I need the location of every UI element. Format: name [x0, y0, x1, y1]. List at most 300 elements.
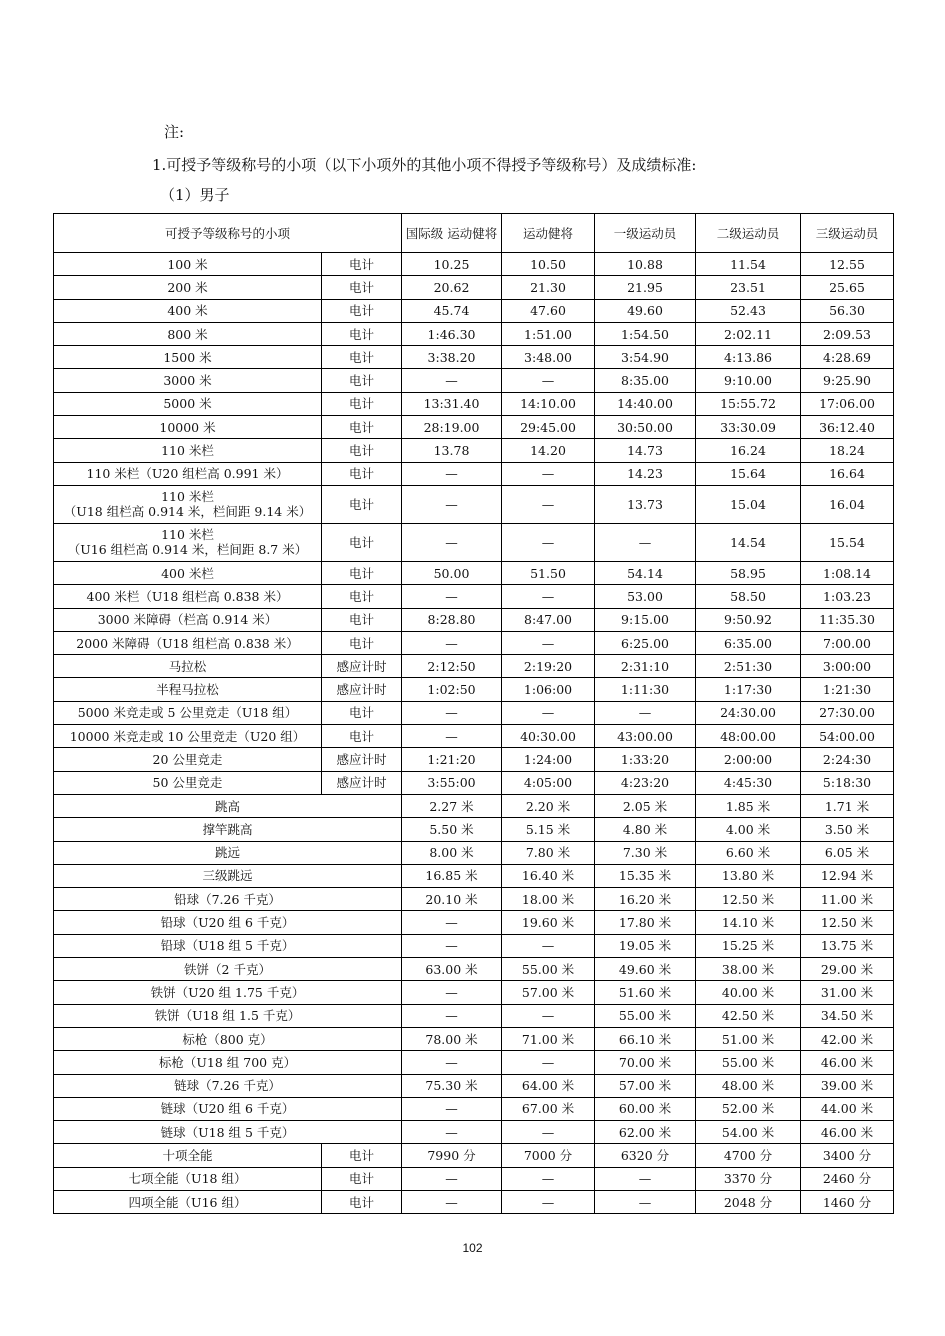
value-cell: 12.94 米	[801, 864, 894, 887]
timing-cell: 电计	[322, 253, 402, 276]
value-cell: 3:38.20	[402, 346, 502, 369]
value-cell: 1.85 米	[696, 794, 801, 817]
event-cell: 铁饼（2 千克）	[54, 958, 402, 981]
value-cell: 45.74	[402, 299, 502, 322]
value-cell: —	[402, 1121, 502, 1144]
table-row	[54, 888, 894, 911]
event-cell: 链球（U18 组 5 千克）	[54, 1121, 402, 1144]
value-cell: 15.04	[696, 485, 801, 523]
value-cell: 5:18:30	[801, 771, 894, 794]
value-cell: 40:30.00	[502, 725, 595, 748]
value-cell: —	[502, 1167, 595, 1190]
table-row	[54, 416, 894, 439]
value-cell: 8:47.00	[502, 608, 595, 631]
value-cell: 46.00 米	[801, 1051, 894, 1074]
event-cell: 3000 米	[54, 369, 322, 392]
header-cell: 可授予等级称号的小项	[54, 214, 402, 253]
value-cell: 15.25 米	[696, 934, 801, 957]
table-row	[54, 958, 894, 981]
timing-cell: 电计	[322, 701, 402, 724]
value-cell: —	[402, 585, 502, 608]
event-cell: 十项全能	[54, 1144, 322, 1167]
value-cell: 1:54.50	[595, 322, 696, 345]
value-cell: 9:10.00	[696, 369, 801, 392]
value-cell: 3:00:00	[801, 655, 894, 678]
value-cell: 13.73	[595, 485, 696, 523]
event-cell: 110 米栏	[54, 439, 322, 462]
value-cell: 6.60 米	[696, 841, 801, 864]
value-cell: 3:54.90	[595, 346, 696, 369]
value-cell: 1:08.14	[801, 561, 894, 584]
value-cell: 60.00 米	[595, 1097, 696, 1120]
timing-cell: 感应计时	[322, 748, 402, 771]
value-cell: 53.00	[595, 585, 696, 608]
value-cell: 4.00 米	[696, 818, 801, 841]
table-row	[54, 725, 894, 748]
value-cell: 49.60 米	[595, 958, 696, 981]
value-cell: 67.00 米	[502, 1097, 595, 1120]
value-cell: —	[402, 1004, 502, 1027]
timing-cell: 电计	[322, 631, 402, 654]
table-row	[54, 462, 894, 485]
value-cell: 28:19.00	[402, 416, 502, 439]
value-cell: 2:00:00	[696, 748, 801, 771]
value-cell: 1:51.00	[502, 322, 595, 345]
table-row	[54, 1190, 894, 1213]
timing-cell: 电计	[322, 523, 402, 561]
event-cell: 10000 米	[54, 416, 322, 439]
value-cell: 2:19:20	[502, 655, 595, 678]
value-cell: —	[402, 981, 502, 1004]
value-cell: 46.00 米	[801, 1121, 894, 1144]
value-cell: 12.55	[801, 253, 894, 276]
value-cell: —	[402, 1097, 502, 1120]
value-cell: 13.78	[402, 439, 502, 462]
value-cell: —	[402, 934, 502, 957]
table-row	[54, 678, 894, 701]
value-cell: 25.65	[801, 276, 894, 299]
value-cell: 14:40.00	[595, 392, 696, 415]
value-cell: 50.00	[402, 561, 502, 584]
value-cell: 64.00 米	[502, 1074, 595, 1097]
table-row	[54, 1027, 894, 1050]
value-cell: 7.30 米	[595, 841, 696, 864]
event-cell: 铅球（7.26 千克）	[54, 888, 402, 911]
value-cell: —	[402, 1051, 502, 1074]
value-cell: —	[502, 1190, 595, 1213]
value-cell: —	[402, 631, 502, 654]
value-cell: 62.00 米	[595, 1121, 696, 1144]
timing-cell: 电计	[322, 392, 402, 415]
event-cell: 跳远	[54, 841, 402, 864]
value-cell: —	[595, 1190, 696, 1213]
table-row	[54, 439, 894, 462]
value-cell: 29:45.00	[502, 416, 595, 439]
event-cell: 铁饼（U20 组 1.75 千克）	[54, 981, 402, 1004]
value-cell: 9:15.00	[595, 608, 696, 631]
table-row	[54, 864, 894, 887]
value-cell: —	[502, 1004, 595, 1027]
value-cell: 66.10 米	[595, 1027, 696, 1050]
value-cell: 1.71 米	[801, 794, 894, 817]
event-cell: 1500 米	[54, 346, 322, 369]
value-cell: 57.00 米	[502, 981, 595, 1004]
value-cell: 38.00 米	[696, 958, 801, 981]
value-cell: 3:48.00	[502, 346, 595, 369]
value-cell: 10.50	[502, 253, 595, 276]
value-cell: 20.62	[402, 276, 502, 299]
value-cell: 5.50 米	[402, 818, 502, 841]
value-cell: 70.00 米	[595, 1051, 696, 1074]
table-row	[54, 841, 894, 864]
value-cell: —	[402, 1190, 502, 1213]
value-cell: 21.30	[502, 276, 595, 299]
value-cell: 8:35.00	[595, 369, 696, 392]
event-cell: 100 米	[54, 253, 322, 276]
value-cell: —	[502, 523, 595, 561]
table-row	[54, 523, 894, 561]
event-cell: 链球（U20 组 6 千克）	[54, 1097, 402, 1120]
value-cell: 12.50 米	[696, 888, 801, 911]
value-cell: 4:23:20	[595, 771, 696, 794]
event-cell: 铅球（U18 组 5 千克）	[54, 934, 402, 957]
header-cell: 国际级 运动健将	[402, 214, 502, 253]
value-cell: 16.85 米	[402, 864, 502, 887]
table-header-row	[54, 214, 894, 253]
value-cell: 11.00 米	[801, 888, 894, 911]
table-row	[54, 322, 894, 345]
table-row	[54, 369, 894, 392]
value-cell: 16.64	[801, 462, 894, 485]
table-row	[54, 631, 894, 654]
value-cell: 11.54	[696, 253, 801, 276]
value-cell: 9:25.90	[801, 369, 894, 392]
table-row	[54, 485, 894, 523]
timing-cell: 电计	[322, 322, 402, 345]
value-cell: 55.00 米	[696, 1051, 801, 1074]
value-cell: 42.00 米	[801, 1027, 894, 1050]
value-cell: 58.50	[696, 585, 801, 608]
value-cell: 49.60	[595, 299, 696, 322]
value-cell: 8.00 米	[402, 841, 502, 864]
event-cell: 七项全能（U18 组）	[54, 1167, 322, 1190]
value-cell: 16.04	[801, 485, 894, 523]
table-row	[54, 1097, 894, 1120]
value-cell: 12.50 米	[801, 911, 894, 934]
sub-heading: （1）男子	[160, 186, 230, 204]
value-cell: 1:17:30	[696, 678, 801, 701]
timing-cell: 电计	[322, 561, 402, 584]
value-cell: 4:28.69	[801, 346, 894, 369]
value-cell: 10.25	[402, 253, 502, 276]
value-cell: —	[402, 701, 502, 724]
event-cell: 200 米	[54, 276, 322, 299]
event-cell: 110 米栏（U20 组栏高 0.991 米）	[54, 462, 322, 485]
timing-cell: 电计	[322, 1190, 402, 1213]
table-row	[54, 253, 894, 276]
value-cell: 2:09.53	[801, 322, 894, 345]
event-cell: 撑竿跳高	[54, 818, 402, 841]
value-cell: 4700 分	[696, 1144, 801, 1167]
value-cell: 18.24	[801, 439, 894, 462]
value-cell: 56.30	[801, 299, 894, 322]
value-cell: 19.05 米	[595, 934, 696, 957]
value-cell: 24:30.00	[696, 701, 801, 724]
table-row	[54, 1144, 894, 1167]
table-row	[54, 561, 894, 584]
timing-cell: 电计	[322, 462, 402, 485]
timing-cell: 电计	[322, 585, 402, 608]
value-cell: —	[402, 369, 502, 392]
timing-cell: 感应计时	[322, 678, 402, 701]
timing-cell: 电计	[322, 299, 402, 322]
header-cell: 二级运动员	[696, 214, 801, 253]
table-row	[54, 346, 894, 369]
timing-cell: 电计	[322, 369, 402, 392]
value-cell: 2460 分	[801, 1167, 894, 1190]
header-cell: 三级运动员	[801, 214, 894, 253]
value-cell: 15.54	[801, 523, 894, 561]
value-cell: 3:55:00	[402, 771, 502, 794]
value-cell: 2:31:10	[595, 655, 696, 678]
value-cell: —	[402, 1167, 502, 1190]
event-cell: 铅球（U20 组 6 千克）	[54, 911, 402, 934]
value-cell: 19.60 米	[502, 911, 595, 934]
table-row	[54, 1074, 894, 1097]
value-cell: 14.10 米	[696, 911, 801, 934]
value-cell: 16.20 米	[595, 888, 696, 911]
value-cell: 7.80 米	[502, 841, 595, 864]
header-cell: 运动健将	[502, 214, 595, 253]
timing-cell: 电计	[322, 276, 402, 299]
event-cell: 3000 米障碍（栏高 0.914 米）	[54, 608, 322, 631]
table-row	[54, 748, 894, 771]
event-cell: 400 米栏（U18 组栏高 0.838 米）	[54, 585, 322, 608]
value-cell: 5.15 米	[502, 818, 595, 841]
event-cell: 三级跳远	[54, 864, 402, 887]
value-cell: 15:55.72	[696, 392, 801, 415]
table-row	[54, 1121, 894, 1144]
value-cell: 43:00.00	[595, 725, 696, 748]
table-row	[54, 911, 894, 934]
value-cell: 1:21:20	[402, 748, 502, 771]
timing-cell: 电计	[322, 725, 402, 748]
value-cell: —	[502, 1121, 595, 1144]
value-cell: 39.00 米	[801, 1074, 894, 1097]
value-cell: 54.00 米	[696, 1121, 801, 1144]
value-cell: 34.50 米	[801, 1004, 894, 1027]
value-cell: 18.00 米	[502, 888, 595, 911]
table-row	[54, 981, 894, 1004]
timing-cell: 电计	[322, 346, 402, 369]
value-cell: 51.60 米	[595, 981, 696, 1004]
value-cell: 16.40 米	[502, 864, 595, 887]
value-cell: —	[502, 462, 595, 485]
value-cell: —	[595, 1167, 696, 1190]
value-cell: 14.23	[595, 462, 696, 485]
table-row	[54, 771, 894, 794]
event-cell: 20 公里竞走	[54, 748, 322, 771]
value-cell: 7990 分	[402, 1144, 502, 1167]
value-cell: 30:50.00	[595, 416, 696, 439]
value-cell: —	[502, 369, 595, 392]
value-cell: 6320 分	[595, 1144, 696, 1167]
event-cell: 400 米	[54, 299, 322, 322]
value-cell: 20.10 米	[402, 888, 502, 911]
value-cell: 15.35 米	[595, 864, 696, 887]
value-cell: 55.00 米	[595, 1004, 696, 1027]
standards-table	[53, 213, 894, 1214]
timing-cell: 电计	[322, 416, 402, 439]
table-row	[54, 794, 894, 817]
value-cell: 31.00 米	[801, 981, 894, 1004]
value-cell: 33:30.09	[696, 416, 801, 439]
value-cell: 2048 分	[696, 1190, 801, 1213]
value-cell: 78.00 米	[402, 1027, 502, 1050]
event-cell: 110 米栏 （U16 组栏高 0.914 米，栏间距 8.7 米）	[54, 523, 322, 561]
table-row	[54, 655, 894, 678]
event-cell: 5000 米	[54, 392, 322, 415]
value-cell: 4:13.86	[696, 346, 801, 369]
value-cell: 3.50 米	[801, 818, 894, 841]
value-cell: 75.30 米	[402, 1074, 502, 1097]
value-cell: —	[402, 485, 502, 523]
event-cell: 半程马拉松	[54, 678, 322, 701]
table-row	[54, 934, 894, 957]
value-cell: 2:51:30	[696, 655, 801, 678]
event-cell: 400 米栏	[54, 561, 322, 584]
value-cell: 54:00.00	[801, 725, 894, 748]
value-cell: —	[402, 523, 502, 561]
section-heading: 1.可授予等级称号的小项（以下小项外的其他小项不得授予等级称号）及成绩标准:	[152, 156, 697, 174]
value-cell: 11:35.30	[801, 608, 894, 631]
value-cell: 51.50	[502, 561, 595, 584]
event-cell: 800 米	[54, 322, 322, 345]
event-cell: 5000 米竞走或 5 公里竞走（U18 组）	[54, 701, 322, 724]
event-cell: 跳高	[54, 794, 402, 817]
value-cell: 10.88	[595, 253, 696, 276]
event-cell: 50 公里竞走	[54, 771, 322, 794]
value-cell: 9:50.92	[696, 608, 801, 631]
table-row	[54, 608, 894, 631]
value-cell: 13:31.40	[402, 392, 502, 415]
value-cell: 17:06.00	[801, 392, 894, 415]
table-row	[54, 818, 894, 841]
event-cell: 四项全能（U16 组）	[54, 1190, 322, 1213]
event-cell: 标枪（800 克）	[54, 1027, 402, 1050]
value-cell: 2.27 米	[402, 794, 502, 817]
header-cell: 一级运动员	[595, 214, 696, 253]
value-cell: 1:03.23	[801, 585, 894, 608]
value-cell: 2.05 米	[595, 794, 696, 817]
value-cell: 14:10.00	[502, 392, 595, 415]
table-row	[54, 1167, 894, 1190]
value-cell: 6:25.00	[595, 631, 696, 654]
value-cell: —	[402, 911, 502, 934]
value-cell: 14.54	[696, 523, 801, 561]
table-row	[54, 299, 894, 322]
value-cell: 3370 分	[696, 1167, 801, 1190]
value-cell: 2:24:30	[801, 748, 894, 771]
value-cell: —	[402, 462, 502, 485]
value-cell: —	[502, 934, 595, 957]
timing-cell: 电计	[322, 1167, 402, 1190]
value-cell: 55.00 米	[502, 958, 595, 981]
timing-cell: 电计	[322, 485, 402, 523]
value-cell: 52.43	[696, 299, 801, 322]
value-cell: 16.24	[696, 439, 801, 462]
value-cell: —	[502, 585, 595, 608]
value-cell: 17.80 米	[595, 911, 696, 934]
value-cell: 1:02:50	[402, 678, 502, 701]
event-cell: 110 米栏 （U18 组栏高 0.914 米，栏间距 9.14 米）	[54, 485, 322, 523]
value-cell: —	[402, 725, 502, 748]
value-cell: 4:45:30	[696, 771, 801, 794]
value-cell: 6:35.00	[696, 631, 801, 654]
note-label: 注:	[164, 123, 185, 141]
value-cell: 6.05 米	[801, 841, 894, 864]
value-cell: 7000 分	[502, 1144, 595, 1167]
value-cell: 27:30.00	[801, 701, 894, 724]
timing-cell: 感应计时	[322, 771, 402, 794]
value-cell: 44.00 米	[801, 1097, 894, 1120]
event-cell: 马拉松	[54, 655, 322, 678]
value-cell: 40.00 米	[696, 981, 801, 1004]
value-cell: 58.95	[696, 561, 801, 584]
value-cell: —	[595, 701, 696, 724]
event-cell: 铁饼（U18 组 1.5 千克）	[54, 1004, 402, 1027]
value-cell: 48:00.00	[696, 725, 801, 748]
value-cell: 47.60	[502, 299, 595, 322]
table-row	[54, 276, 894, 299]
value-cell: 15.64	[696, 462, 801, 485]
value-cell: 36:12.40	[801, 416, 894, 439]
value-cell: 14.73	[595, 439, 696, 462]
value-cell: 13.80 米	[696, 864, 801, 887]
event-cell: 标枪（U18 组 700 克）	[54, 1051, 402, 1074]
value-cell: 71.00 米	[502, 1027, 595, 1050]
value-cell: 1460 分	[801, 1190, 894, 1213]
value-cell: 1:11:30	[595, 678, 696, 701]
value-cell: 1:21:30	[801, 678, 894, 701]
table-row	[54, 585, 894, 608]
table-row	[54, 1051, 894, 1074]
value-cell: 14.20	[502, 439, 595, 462]
value-cell: 1:33:20	[595, 748, 696, 771]
value-cell: —	[502, 1051, 595, 1074]
value-cell: —	[502, 701, 595, 724]
value-cell: 4.80 米	[595, 818, 696, 841]
value-cell: 3400 分	[801, 1144, 894, 1167]
value-cell: 8:28.80	[402, 608, 502, 631]
value-cell: 52.00 米	[696, 1097, 801, 1120]
page-number: 102	[462, 1241, 483, 1255]
value-cell: 2.20 米	[502, 794, 595, 817]
value-cell: 42.50 米	[696, 1004, 801, 1027]
value-cell: 2:02.11	[696, 322, 801, 345]
value-cell: 23.51	[696, 276, 801, 299]
value-cell: —	[502, 485, 595, 523]
value-cell: 1:24:00	[502, 748, 595, 771]
value-cell: 51.00 米	[696, 1027, 801, 1050]
table-row	[54, 1004, 894, 1027]
value-cell: 63.00 米	[402, 958, 502, 981]
value-cell: 4:05:00	[502, 771, 595, 794]
value-cell: 29.00 米	[801, 958, 894, 981]
value-cell: —	[502, 631, 595, 654]
table-row	[54, 392, 894, 415]
event-cell: 链球（7.26 千克）	[54, 1074, 402, 1097]
